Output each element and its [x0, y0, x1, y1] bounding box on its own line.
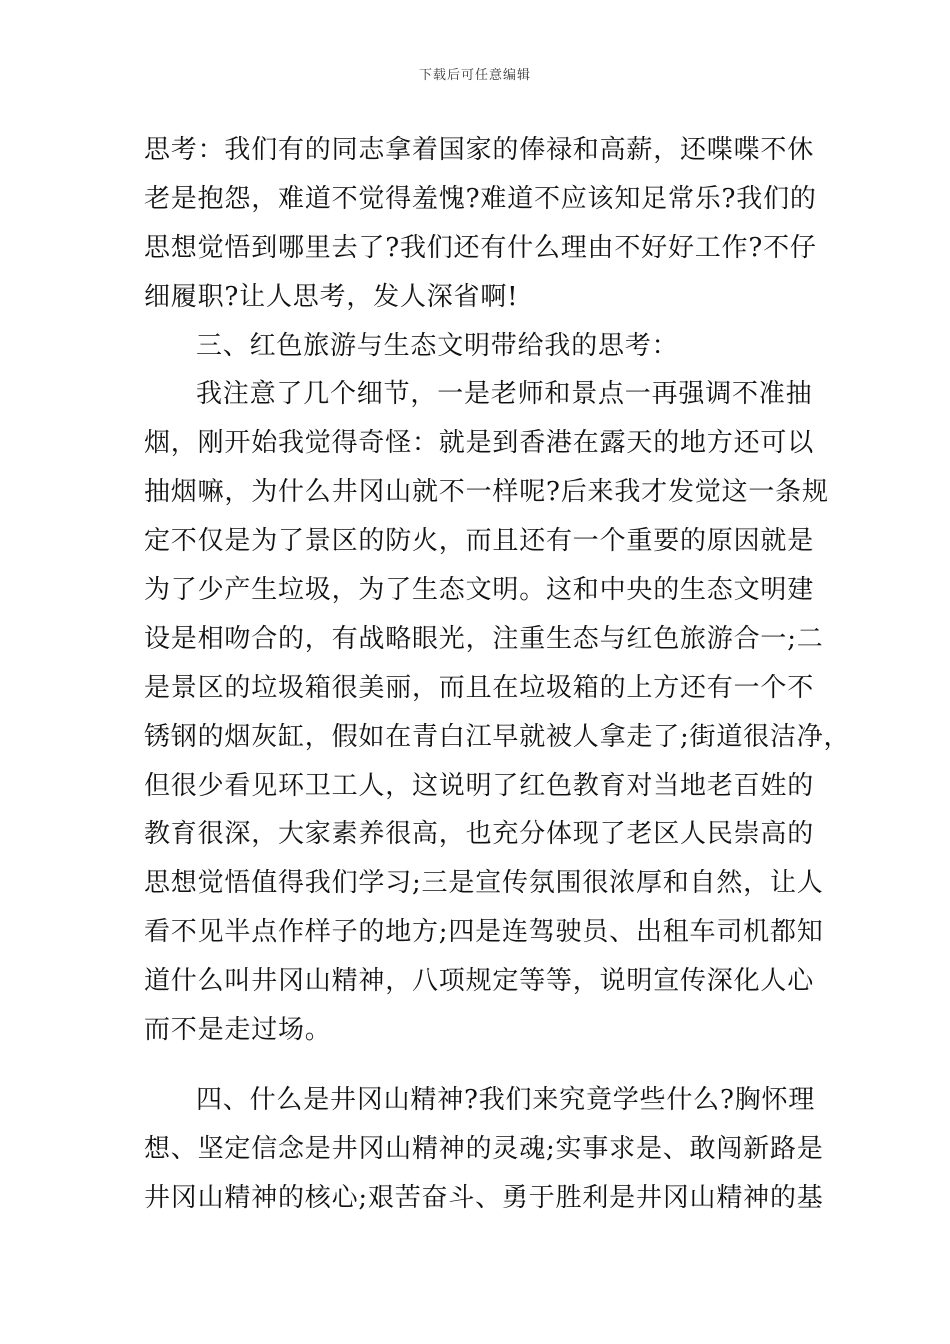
text-line: 抽烟嘛，为什么井冈山就不一样呢?后来我才发觉这一条规 — [144, 477, 829, 508]
text-line: 为了少产生垃圾，为了生态文明。这和中央的生态文明建 — [144, 575, 815, 606]
text-line: 思考：我们有的同志拿着国家的俸禄和高薪，还喋喋不休 — [144, 135, 815, 165]
text-line: 细履职?让人思考，发人深省啊! — [144, 281, 519, 312]
text-line: 思想觉悟值得我们学习;三是宣传氛围很浓厚和自然，让人 — [144, 868, 824, 899]
paragraph-3 — [144, 370, 851, 1054]
section-heading: 三、红色旅游与生态文明带给我的思考： — [196, 330, 679, 361]
text-line: 烟，刚开始我觉得奇怪：就是到香港在露天的地方还可以 — [144, 428, 815, 459]
text-line: 井冈山精神的核心;艰苦奋斗、勇于胜利是井冈山精神的基 — [144, 1182, 824, 1213]
page-header: 下载后可任意编辑 — [418, 68, 531, 83]
text-line: 我注意了几个细节，一是老师和景点一再强调不准抽 — [196, 379, 813, 410]
paragraph-spacer — [144, 1055, 814, 1076]
text-line: 老是抱怨，难道不觉得羞愧?难道不应该知足常乐?我们的 — [144, 183, 817, 214]
text-line: 锈钢的烟灰缸，假如在青白江早就被人拿走了;街道很洁净， — [144, 721, 851, 752]
paragraph-4 — [144, 1076, 824, 1223]
document-body — [144, 126, 851, 1223]
text-line: 定不仅是为了景区的防火，而且还有一个重要的原因就是 — [144, 526, 815, 557]
text-line: 思想觉悟到哪里去了?我们还有什么理由不好好工作?不仔 — [144, 232, 817, 263]
paragraph-2-heading — [144, 322, 814, 371]
text-line: 看不见半点作样子的地方;四是连驾驶员、出租车司机都知 — [144, 917, 824, 948]
text-line: 四、什么是井冈山精神?我们来究竟学些什么?胸怀理 — [196, 1084, 816, 1115]
text-line: 而不是走过场。 — [144, 1015, 332, 1046]
text-line: 想、坚定信念是井冈山精神的灵魂;实事求是、敢闯新路是 — [144, 1133, 824, 1164]
paragraph-1 — [144, 126, 817, 322]
text-line: 是景区的垃圾箱很美丽，而且在垃圾箱的上方还有一个不 — [144, 672, 815, 703]
text-line: 设是相吻合的，有战略眼光，注重生态与红色旅游合一;二 — [144, 623, 824, 654]
text-line: 教育很深，大家素养很高，也充分体现了老区人民崇高的 — [144, 819, 815, 850]
text-line: 但很少看见环卫工人，这说明了红色教育对当地老百姓的 — [144, 770, 815, 801]
text-line: 道什么叫井冈山精神，八项规定等等，说明宣传深化人心 — [144, 966, 815, 997]
